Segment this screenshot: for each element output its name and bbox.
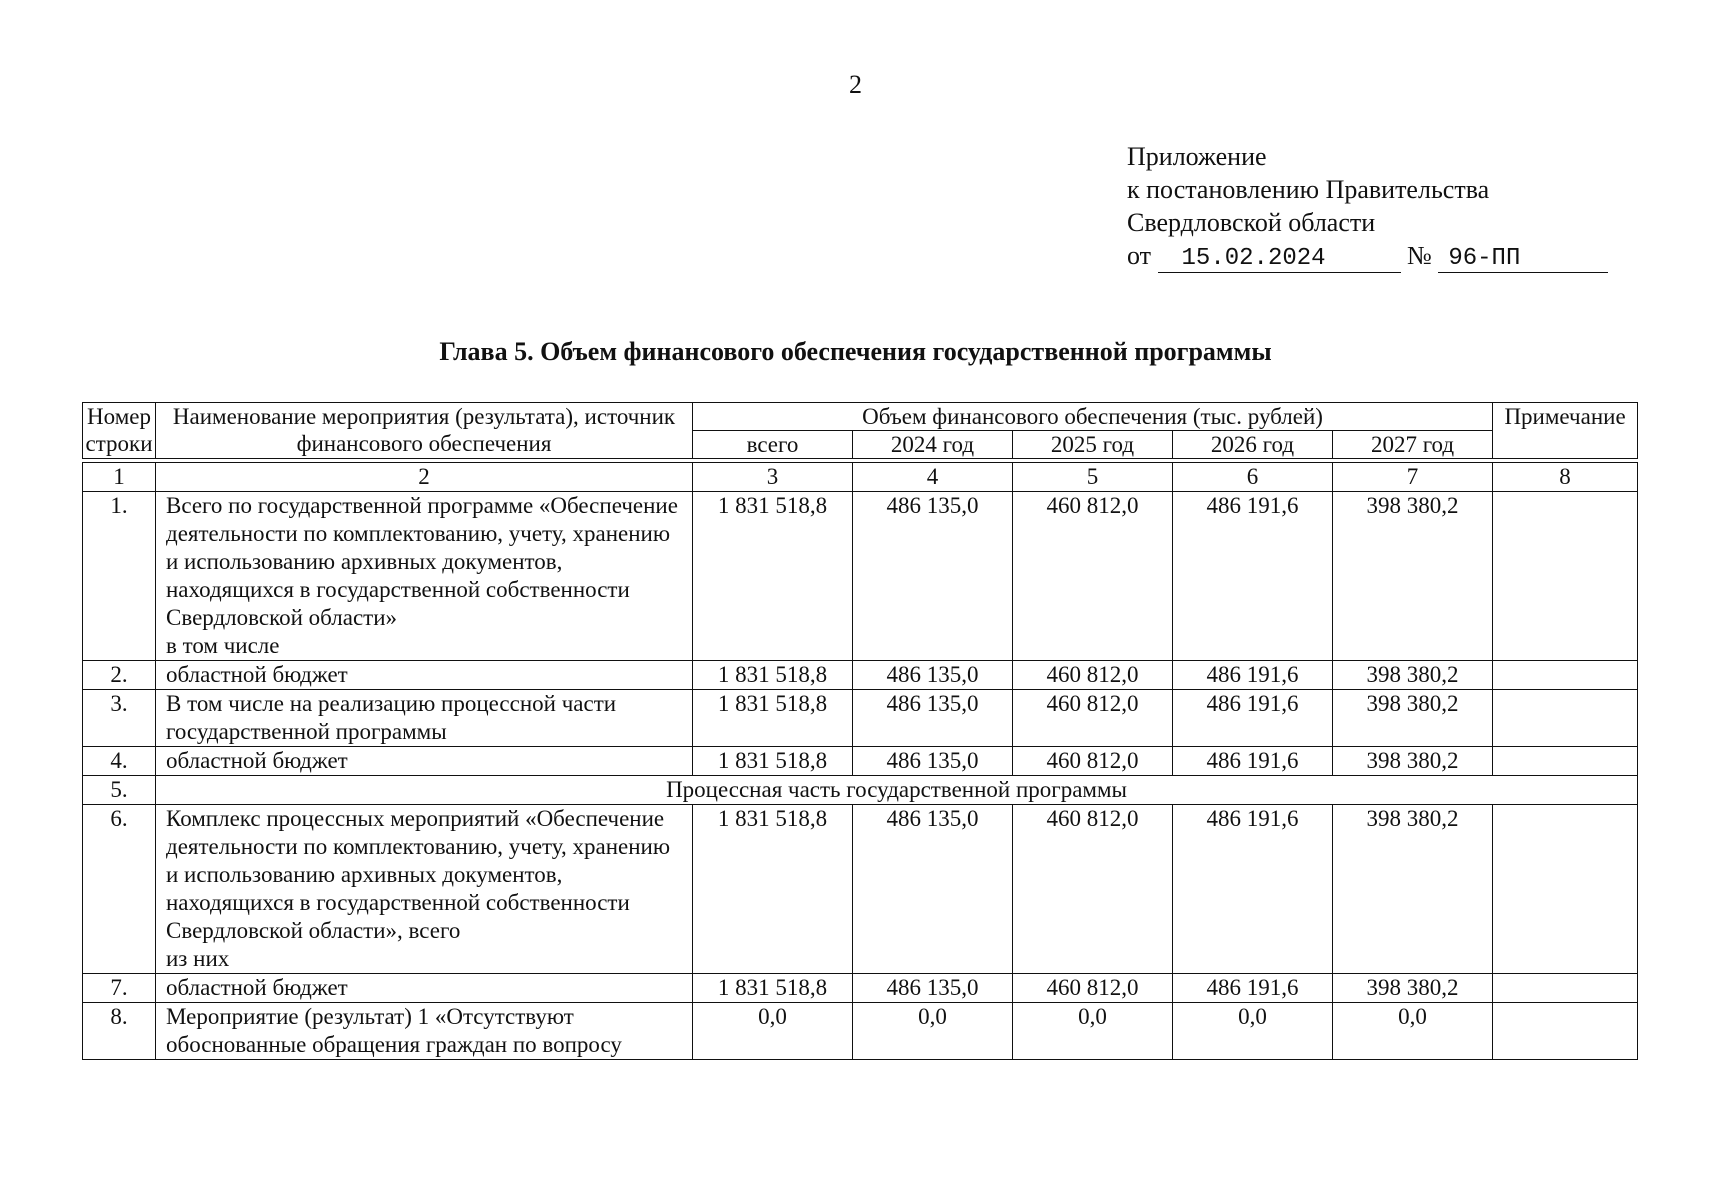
header-2026: 2026 год xyxy=(1173,431,1333,459)
cell-2027: 398 380,2 xyxy=(1333,661,1493,690)
cell-2025: 460 812,0 xyxy=(1013,974,1173,1003)
cell-2025: 460 812,0 xyxy=(1013,747,1173,776)
cell-2027: 398 380,2 xyxy=(1333,974,1493,1003)
col-number: 6 xyxy=(1173,463,1333,492)
decree-number: 96-ПП xyxy=(1438,246,1608,273)
cell-2026: 0,0 xyxy=(1173,1003,1333,1060)
cell-2027: 398 380,2 xyxy=(1333,690,1493,747)
col-number: 1 xyxy=(83,463,156,492)
cell-2026: 486 191,6 xyxy=(1173,747,1333,776)
financing-table xyxy=(82,402,1638,1060)
cell-row-number: 6. xyxy=(83,805,156,974)
header-volume: Объем финансового обеспечения (тыс. рублей) xyxy=(693,403,1493,431)
column-number-row xyxy=(83,463,1638,492)
cell-name: В том числе на реализацию процессной части государственной программы xyxy=(156,690,693,747)
appendix-line-2: к постановлению Правительства xyxy=(1127,175,1490,204)
cell-2025: 0,0 xyxy=(1013,1003,1173,1060)
cell-name: областной бюджет xyxy=(156,661,693,690)
cell-2026: 486 191,6 xyxy=(1173,492,1333,661)
appendix-line-4 xyxy=(1127,239,1608,273)
col-number: 8 xyxy=(1493,463,1638,492)
cell-total: 1 831 518,8 xyxy=(693,690,853,747)
header-2024: 2024 год xyxy=(853,431,1013,459)
cell-2026: 486 191,6 xyxy=(1173,661,1333,690)
col-number: 3 xyxy=(693,463,853,492)
cell-2027: 398 380,2 xyxy=(1333,492,1493,661)
cell-2024: 486 135,0 xyxy=(853,805,1013,974)
cell-row-number: 2. xyxy=(83,661,156,690)
cell-note xyxy=(1493,690,1638,747)
appendix-line-1: Приложение xyxy=(1127,142,1267,171)
col-number: 2 xyxy=(156,463,693,492)
cell-2025: 460 812,0 xyxy=(1013,690,1173,747)
from-label: от xyxy=(1127,241,1152,270)
cell-2024: 0,0 xyxy=(853,1003,1013,1060)
cell-row-number: 8. xyxy=(83,1003,156,1060)
cell-row-number: 1. xyxy=(83,492,156,661)
table-row xyxy=(83,1003,1638,1060)
cell-row-number: 4. xyxy=(83,747,156,776)
cell-2026: 486 191,6 xyxy=(1173,805,1333,974)
cell-2025: 460 812,0 xyxy=(1013,805,1173,974)
cell-2025: 460 812,0 xyxy=(1013,492,1173,661)
cell-total: 1 831 518,8 xyxy=(693,747,853,776)
page-number: 2 xyxy=(849,70,862,99)
header-total: всего xyxy=(693,431,853,459)
chapter-title: Глава 5. Объем финансового обеспечения государственной программы xyxy=(439,337,1272,366)
decree-date: 15.02.2024 xyxy=(1158,246,1401,273)
cell-note xyxy=(1493,805,1638,974)
cell-row-number: 7. xyxy=(83,974,156,1003)
cell-name: Всего по государственной программе «Обеспечение деятельности по комплектованию, учету, хранению и использованию архивных документов, находящихся в государственной собственности Свердловской области» в том числе xyxy=(156,492,693,661)
cell-note xyxy=(1493,1003,1638,1060)
appendix-block xyxy=(1127,140,1608,273)
cell-note xyxy=(1493,974,1638,1003)
cell-2024: 486 135,0 xyxy=(853,974,1013,1003)
cell-2026: 486 191,6 xyxy=(1173,690,1333,747)
cell-2027: 0,0 xyxy=(1333,1003,1493,1060)
header-2025: 2025 год xyxy=(1013,431,1173,459)
col-number: 4 xyxy=(853,463,1013,492)
cell-2026: 486 191,6 xyxy=(1173,974,1333,1003)
cell-note xyxy=(1493,492,1638,661)
table-row xyxy=(83,747,1638,776)
cell-name: Комплекс процессных мероприятий «Обеспечение деятельности по комплектованию, учету, хранению и использованию архивных документов, находящихся в государственной собственности Свердловской области», всего из них xyxy=(156,805,693,974)
cell-total: 1 831 518,8 xyxy=(693,974,853,1003)
cell-2024: 486 135,0 xyxy=(853,492,1013,661)
table-row xyxy=(83,776,1638,805)
table-row xyxy=(83,492,1638,661)
cell-name: областной бюджет xyxy=(156,747,693,776)
cell-2027: 398 380,2 xyxy=(1333,747,1493,776)
cell-row-number: 5. xyxy=(83,776,156,805)
table-row xyxy=(83,805,1638,974)
number-label: № xyxy=(1407,241,1432,270)
cell-total: 0,0 xyxy=(693,1003,853,1060)
cell-name: Мероприятие (результат) 1 «Отсутствуют обоснованные обращения граждан по вопросу xyxy=(156,1003,693,1060)
header-row-number: Номер строки xyxy=(83,403,156,459)
cell-total: 1 831 518,8 xyxy=(693,805,853,974)
cell-total: 1 831 518,8 xyxy=(693,661,853,690)
cell-2024: 486 135,0 xyxy=(853,690,1013,747)
cell-2024: 486 135,0 xyxy=(853,661,1013,690)
cell-2027: 398 380,2 xyxy=(1333,805,1493,974)
table-row xyxy=(83,690,1638,747)
table-row xyxy=(83,974,1638,1003)
cell-2024: 486 135,0 xyxy=(853,747,1013,776)
header-name: Наименование мероприятия (результата), источник финансового обеспечения xyxy=(156,403,693,459)
cell-note xyxy=(1493,747,1638,776)
header-note: Примечание xyxy=(1493,403,1638,459)
table-row xyxy=(83,661,1638,690)
cell-row-number: 3. xyxy=(83,690,156,747)
col-number: 7 xyxy=(1333,463,1493,492)
cell-2025: 460 812,0 xyxy=(1013,661,1173,690)
cell-total: 1 831 518,8 xyxy=(693,492,853,661)
section-title: Процессная часть государственной программы xyxy=(156,776,1638,805)
cell-note xyxy=(1493,661,1638,690)
cell-name: областной бюджет xyxy=(156,974,693,1003)
header-2027: 2027 год xyxy=(1333,431,1493,459)
col-number: 5 xyxy=(1013,463,1173,492)
appendix-line-3: Свердловской области xyxy=(1127,208,1376,237)
